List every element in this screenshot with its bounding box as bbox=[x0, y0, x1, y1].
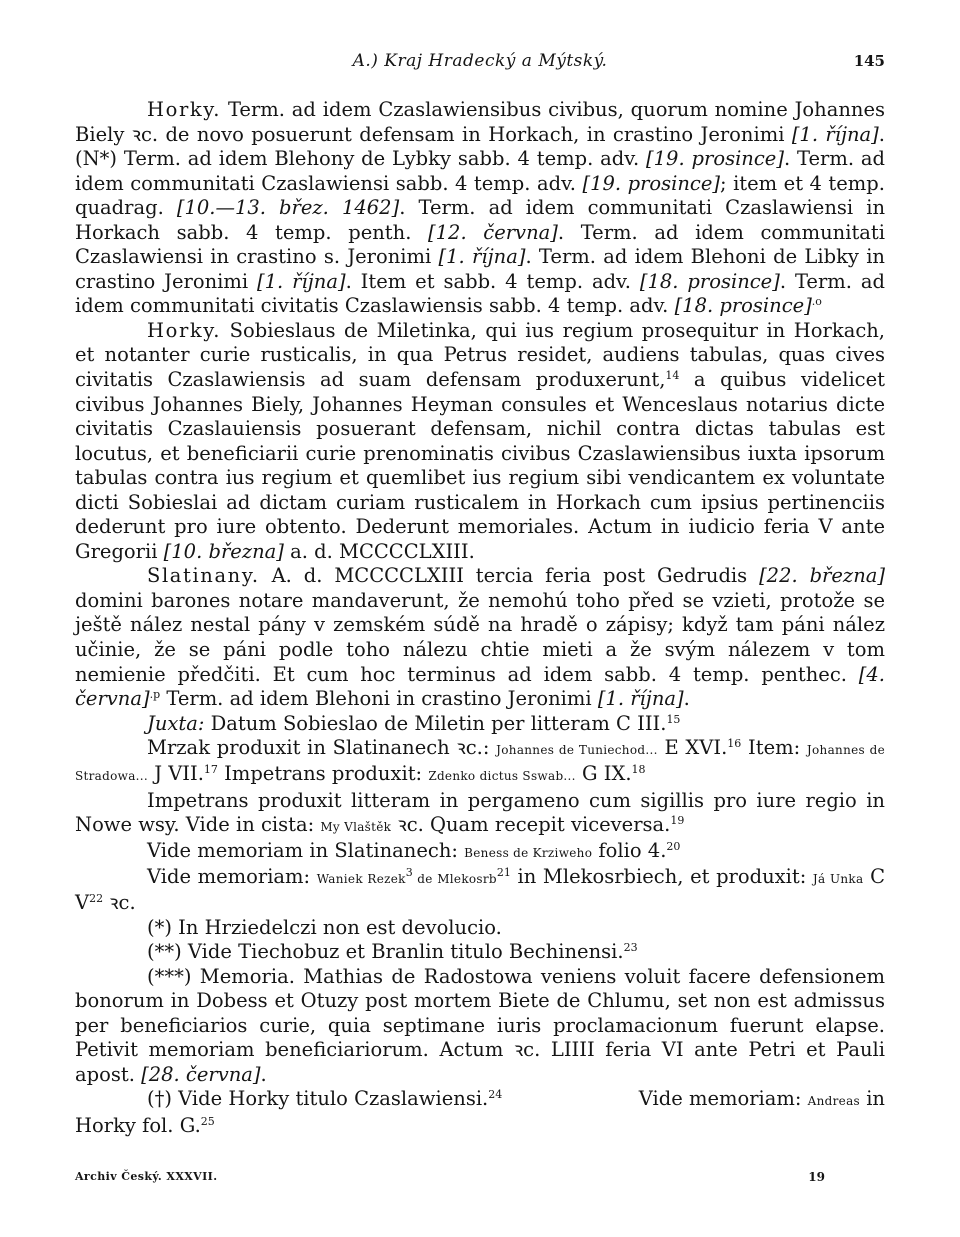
date-gloss: [4. června] bbox=[75, 662, 885, 711]
footnote-ref: 16 bbox=[727, 737, 742, 751]
text-run: de Mlekosrb bbox=[412, 872, 497, 887]
text-run: Horky fol. G. bbox=[75, 1114, 201, 1138]
text-run: Horky. bbox=[147, 318, 222, 342]
last-left bbox=[75, 1087, 502, 1114]
footnote-ref: 23 bbox=[623, 941, 638, 955]
text-run: My Vlaštěk bbox=[320, 819, 392, 834]
footnote-ref: 15 bbox=[666, 712, 681, 726]
footnote-ref: .p bbox=[149, 688, 161, 702]
paragraph-impetrans bbox=[75, 789, 885, 839]
date-gloss: [1. října] bbox=[438, 245, 526, 269]
date-gloss: [10.—13. břez. 1462] bbox=[176, 196, 400, 220]
text-run: Andreas bbox=[807, 1094, 860, 1109]
text-run: Datum Sobieslao de Miletin per litteram C III. bbox=[204, 711, 667, 735]
text-run: Waniek Rezek bbox=[316, 872, 406, 887]
footnote-ref: 21 bbox=[496, 866, 511, 880]
text-run: Impetrans produxit: bbox=[217, 762, 429, 786]
text-run: a. d. MCCCCLXIII. bbox=[283, 539, 475, 563]
date-gloss: [18. prosince] bbox=[639, 269, 780, 293]
footnote-ref: 19 bbox=[670, 813, 685, 827]
date-gloss: [19. prosince] bbox=[582, 171, 720, 195]
note-hrziedelczi bbox=[75, 916, 885, 941]
footnote-ref: 22 bbox=[89, 892, 104, 906]
note-tiechobuz bbox=[75, 940, 885, 965]
text-run: a quibus videlicet civibus Johannes Biely, Johannes Heyman consules et Wenceslaus notarius dicte civitatis Czaslauiensis posuerant defensam, nichil contra dictas tabulas est locutus, et beneficiarii curie prenominatis civibus Czaslawiensibus iuxta ipsorum tabulas contra ius regium et quemlibet ius regium sibi vendicantem ex voluntate dicti Sobieslai ad dictam curiam rusticalem in Horkach cum ipsius pertinenciis dederunt pro iure obtento. Dederunt memoriales. Actum in iudicio feria V ante Gregorii bbox=[75, 368, 885, 563]
text-run: Vide memoriam: bbox=[638, 1087, 808, 1111]
page-number: 145 bbox=[853, 52, 885, 70]
last-right bbox=[567, 1087, 885, 1114]
footnote-ref: 25 bbox=[200, 1115, 215, 1129]
footnote-ref: 20 bbox=[666, 840, 681, 854]
date-gloss: [1. října] bbox=[257, 269, 346, 293]
text-run: . bbox=[260, 1062, 267, 1086]
text-run: Term. ad idem Czaslawiensibus civibus, quorum nomine Johannes Biely ꝛc. de novo posuerunt defensam in Horkach, in crastino Jeronimi bbox=[75, 98, 885, 146]
text-run: Horky. bbox=[147, 98, 222, 121]
text-run: in bbox=[860, 1087, 885, 1111]
paragraph-horky-terms bbox=[75, 98, 885, 319]
footnote-ref: 3 bbox=[405, 866, 413, 880]
text-run: domini barones notare mandaverunt, že nemohú toho před se vzieti, protože se ještě nález nestal pány v zemském súdě na hradě o zápisy; když tam páni nález učinie, že se páni podle toho nálezu chtie mieti a že svým nálezem v tom nemienie předčiti. Et cum hoc terminus ad idem sabb. 4 temp. penthec. bbox=[75, 588, 885, 686]
date-gloss: [12. června] bbox=[428, 220, 558, 244]
running-title: A.) Kraj Hradecký a Mýtský. bbox=[352, 51, 608, 71]
date-gloss: [19. prosince] bbox=[646, 147, 784, 171]
text-run: Vide memoriam in Slatinanech: bbox=[147, 839, 465, 863]
body-text bbox=[75, 98, 885, 1139]
text-run: . Term. ad idem communitati Czaslawiensi sabb. 4 temp. adv. bbox=[75, 147, 885, 195]
paragraph-memoria-slatinanech bbox=[75, 839, 885, 865]
footnote-ref: 14 bbox=[665, 369, 680, 383]
footnote-ref: 17 bbox=[203, 763, 218, 777]
paragraph-horky-sobieslaus bbox=[75, 319, 885, 564]
text-run: G IX. bbox=[575, 762, 632, 786]
text-run: . Term. ad idem communitati civitatis Czaslawiensis sabb. 4 temp. adv. bbox=[75, 269, 886, 318]
date-gloss: [10. března] bbox=[163, 539, 284, 563]
text-run: Slatinany. bbox=[147, 564, 260, 588]
footnote-ref: .o bbox=[811, 295, 822, 309]
text-run: . (N*) Term. ad idem Blehony de Lybky sabb. 4 temp. adv. bbox=[75, 122, 885, 171]
text-run: . Term. ad idem Blehoni de Libky in crastino Jeronimi bbox=[75, 245, 885, 293]
text-run: folio 4. bbox=[592, 839, 667, 863]
date-gloss: [18. prosince] bbox=[674, 294, 812, 318]
text-run: Sobieslaus de Miletinka, qui ius regium prosequitur in Horkach, et notanter curie rusticalis, in qua Petrus residet, audiens tabulas, quas cives civitatis Czaslawiensis ad suam defensam produxerunt, bbox=[75, 318, 885, 392]
text-run: (***) Memoria. Mathias de Radostowa veniens voluit facere defensionem bonorum in Dobess et Otuzy post mortem Biete de Chlumu, set non est admissus per beneficiarios curie, quia septimane iuris proclamacionum fuerunt elapse. Petivit memoriam beneficiariorum. Actum ꝛc. LIIII feria VI ante Petri et Pauli apost. bbox=[75, 964, 885, 1086]
note-horky-last bbox=[75, 1087, 885, 1114]
running-head bbox=[75, 51, 885, 77]
paragraph-juxta bbox=[75, 712, 885, 737]
last-continuation bbox=[75, 1114, 885, 1139]
date-gloss: [28. června] bbox=[141, 1062, 261, 1086]
note-memoria-radostowa bbox=[75, 965, 885, 1088]
text-run: Vide memoriam: bbox=[147, 865, 317, 889]
text-run: Impetrans produxit litteram in pergameno cum sigillis pro iure regio in Nowe wsy. Vide in cista: bbox=[75, 788, 885, 836]
text-run: (†) Vide Horky titulo Czaslawiensi. bbox=[147, 1087, 489, 1111]
sheet-number: 19 bbox=[808, 1170, 825, 1184]
text-run: Beness de Krziweho bbox=[464, 846, 593, 861]
text-run: ꝛc. Quam recepit viceversa. bbox=[391, 812, 671, 836]
date-gloss: [1. října] bbox=[597, 687, 684, 711]
text-run: E XVI. bbox=[657, 736, 728, 760]
text-run: in Mlekosrbiech, et produxit: bbox=[510, 865, 813, 889]
paragraph-memoria-mlekosrbiech bbox=[75, 865, 885, 915]
text-run: (**) Vide Tiechobuz et Branlin titulo Bechinensi. bbox=[147, 940, 624, 964]
archive-signature: Archiv Český. XXXVII. bbox=[75, 1170, 218, 1183]
text-run: ꝛc. bbox=[103, 891, 136, 915]
text-run: . Term. ad idem communitati Czaslawiensi in Horkach sabb. 4 temp. penth. bbox=[75, 196, 886, 244]
text-run: . Item et sabb. 4 temp. adv. bbox=[345, 269, 640, 293]
footnote-ref: 18 bbox=[631, 763, 646, 777]
text-run: Johannes de Tuniechod... bbox=[496, 743, 658, 758]
date-gloss: Juxta: bbox=[147, 711, 205, 735]
text-run: ; item et 4 temp. quadrag. bbox=[75, 171, 885, 220]
text-run: Johannes de Stradowa... bbox=[75, 743, 885, 784]
text-run: (*) In Hrziedelczi non est devolucio. bbox=[147, 915, 502, 939]
text-run: Term. ad idem Blehoni in crastino Jeronimi bbox=[160, 687, 598, 711]
text-run: A. d. MCCCCLXIII tercia feria post Gedrudis bbox=[259, 564, 760, 588]
text-run: Zdenko dictus Sswab... bbox=[428, 769, 576, 784]
text-run: . Term. ad idem communitati Czaslawiensi in crastino s. Jeronimi bbox=[75, 220, 885, 269]
text-run: Mrzak produxit in Slatinanech ꝛc.: bbox=[147, 736, 497, 760]
footnote-ref: 24 bbox=[488, 1088, 503, 1102]
text-run: C V bbox=[75, 865, 885, 915]
text-run: Item: bbox=[741, 736, 807, 760]
text-run: Já Unka bbox=[812, 872, 864, 887]
paragraph-slatinany bbox=[75, 564, 885, 711]
text-run: . bbox=[683, 687, 690, 711]
date-gloss: [22. března] bbox=[759, 564, 885, 588]
paragraph-mrzak bbox=[75, 736, 885, 788]
date-gloss: [1. října] bbox=[791, 122, 879, 146]
text-run: J VII. bbox=[148, 762, 204, 786]
footer bbox=[75, 1170, 885, 1188]
